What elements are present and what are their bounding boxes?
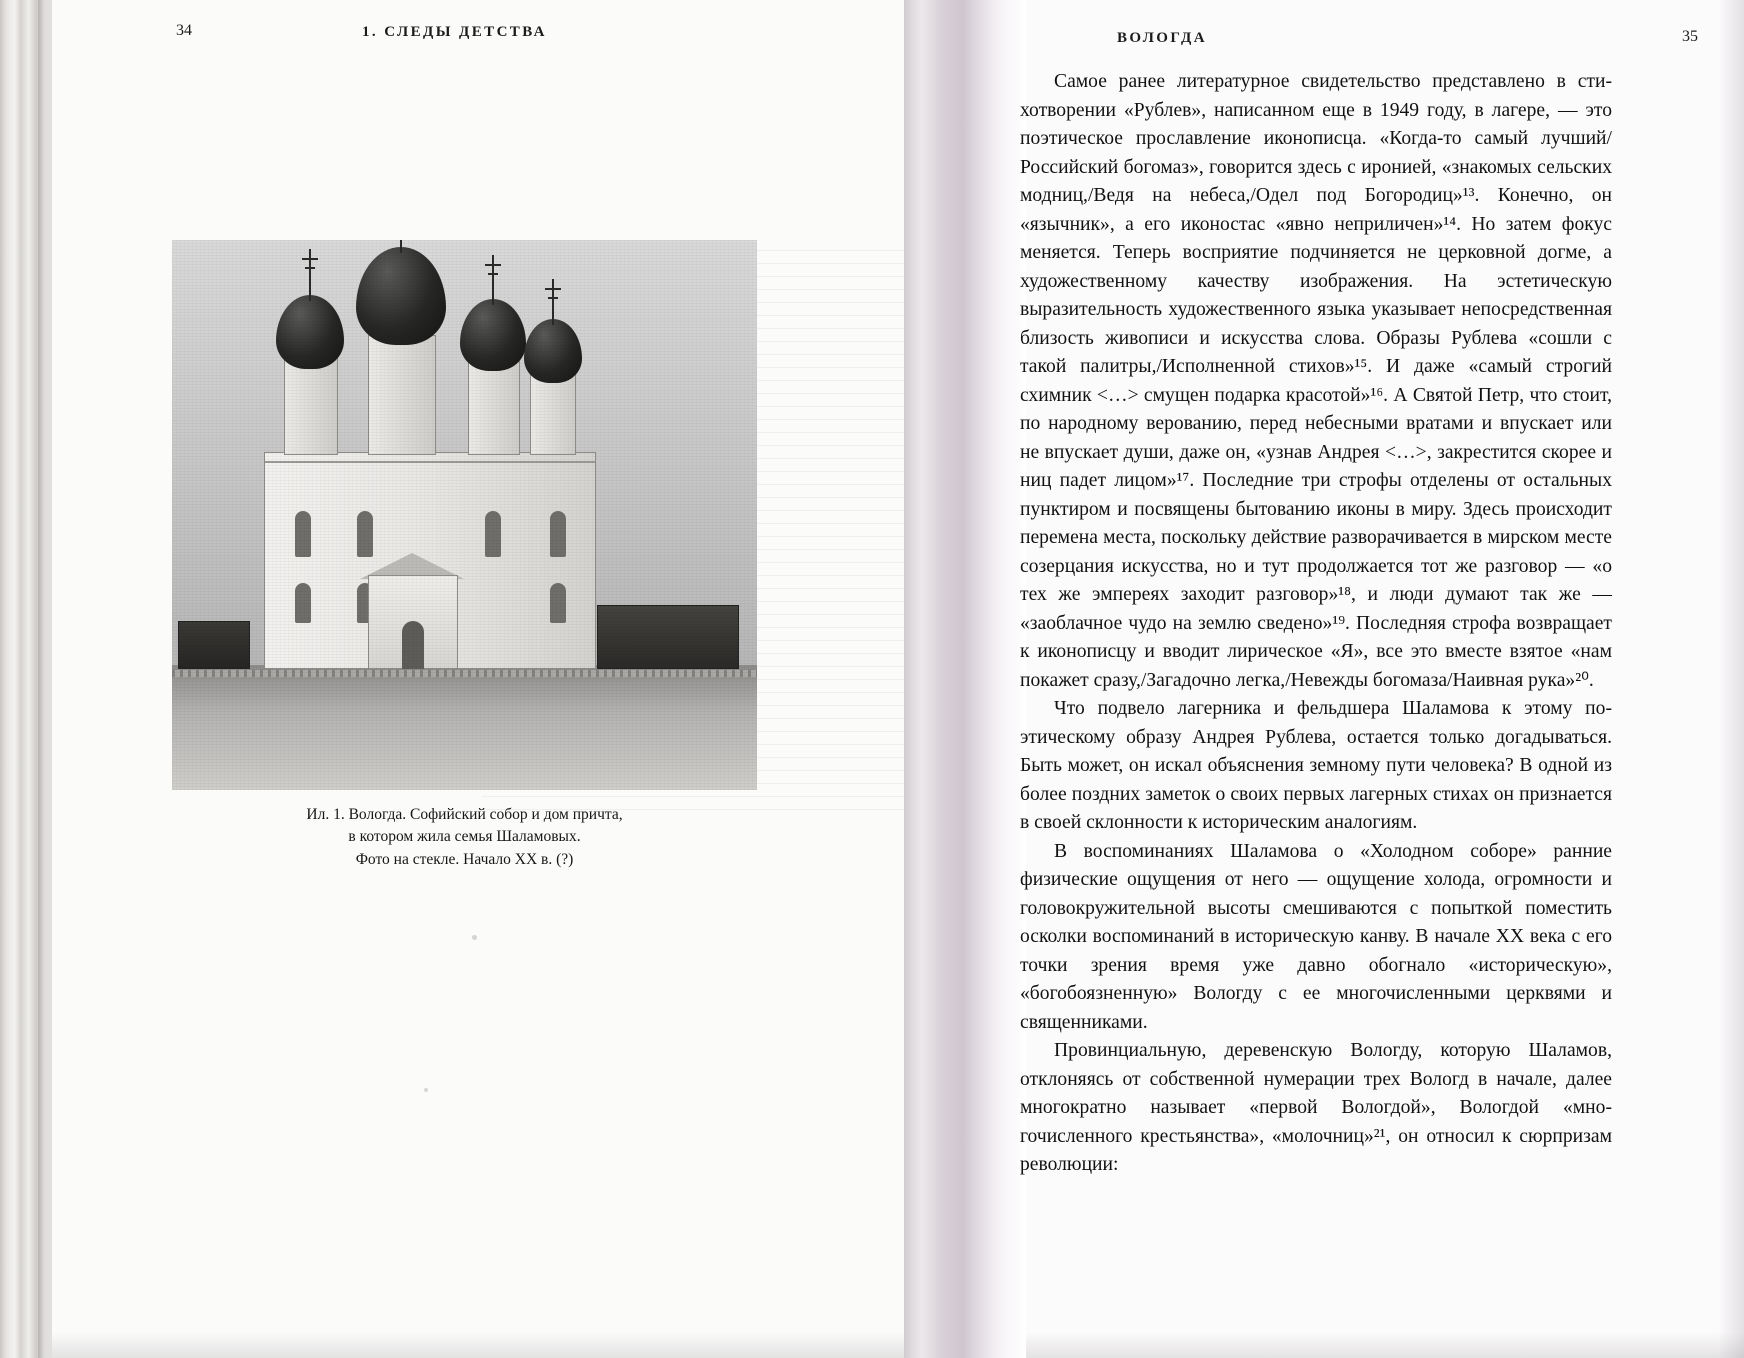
photo-fence	[172, 670, 757, 677]
left-page-folio: 34	[176, 22, 192, 39]
paragraph: Что подвело лагерника и фельдшера Шаламова к этому поэтическому образу Андрея Рублева, остается только догадываться. Быть может, он искал объяснения земному пути человека? В одной из более поздних заметок о своих первых лагерных стихах он признается в своей склонности к историческим аналогиям.	[1020, 698, 1612, 833]
photo-window	[550, 583, 566, 623]
paper-speck	[424, 1088, 428, 1092]
left-page-bottom-shadow	[52, 1332, 904, 1358]
photo-window	[295, 511, 311, 557]
right-page-bottom-shadow	[1026, 1332, 1744, 1358]
left-page	[52, 0, 904, 1358]
photo-cross	[492, 255, 494, 305]
paragraph: В воспоминаниях Шаламова о «Холодном соборе» ранние физические ощущения от него — ощущение холода, огромности и головокружительной высоты смешиваются с попыткой поместить осколки воспоминаний в историческую канву. В начале XX века с его точки зрения время уже давно обогнало «историческую», «богобоязненную» Вологду с ее многочисленными церквями и священниками.	[1020, 840, 1612, 1033]
figure-caption-line: Фото на стекле. Начало XX в. (?)	[355, 850, 574, 868]
photo-cross	[309, 249, 311, 301]
figure-caption-line: Ил. 1. Вологда. Софийский собор и дом причта,	[306, 806, 623, 823]
right-page-edge-shadow	[1718, 0, 1744, 1358]
photo-cross	[400, 240, 402, 253]
right-page-folio: 35	[1682, 28, 1698, 45]
photo-cross	[552, 279, 554, 325]
paragraph: Самое ранее литературное свидетельство представлено в стихотворении «Рублев», написанном еще в 1949 году, в лагере, — это поэтическое прославление иконописца. «Когда-то самый лучший/Российский богомаз», говорится здесь с иронией, «знакомых сельских модниц,/Ведя на небеса,/Одел под Богородиц»¹³. Конечно, он «язычник», а его иконостас «явно неприличен»¹⁴. Но затем фокус меняется. Теперь восприятие подчиняется не церковной догме, а художественному качеству изображения. На эстетическую выразительность художественного языка указывает непосредственная близость живописи и искусства слова. Образы Рублева «сошли с такой палитры,/Исполненной стихов»¹⁵. И даже «самый строгий схимник <…> смущен подарка красотой»¹⁶. А Святой Петр, что стоит, по народному верованию, перед небесными вратами и впускает или не впускает души, даже он, «узнав Андрея <…>, закрестится скорее и ниц падет лицом»¹⁷. Последние три строфы отделены от остальных пунктиром и посвящены бытованию иконы в миру. Здесь происходит перемена места, поскольку действие разворачивается в мирском месте созерцания искусства, но и тут продолжается тот же разговор — «о тех же эмпереях заходит разговор»¹⁸, и люди думают так же — «заоблачное чудо на землю сведено»¹⁹. Последняя строфа возвращает к иконописцу и вводит лирическое «Я», все это вместе взятое «нам покажет сразу,/Загадочно легка,/Невежды богомаза/Наивная рука»²⁰.	[1020, 71, 1612, 691]
photo-window	[357, 511, 373, 557]
book-page-edges	[0, 0, 52, 1358]
right-page-running-head: ВОЛОГДА	[1117, 30, 1207, 46]
book-gutter	[904, 0, 1026, 1358]
paragraph: Провинциальную, деревенскую Вологду, которую Шаламов, отклоняясь от собственной нумерации трех Вологд в начале, далее многократно называет «первой Вологдой», Вологдой «многочисленного крестьянства», «молочниц»²¹, он относил к сюрпризам революции:	[1020, 1040, 1612, 1175]
photograph-sofia-cathedral	[172, 240, 757, 790]
photo-window	[550, 511, 566, 557]
photo-porch-door	[402, 621, 424, 669]
photo-window	[295, 583, 311, 623]
figure-illustration-1	[172, 240, 757, 871]
photo-window	[485, 511, 501, 557]
right-page-body-text	[1020, 68, 1612, 1180]
photo-drum	[468, 361, 520, 455]
photo-drum	[530, 373, 576, 455]
figure-caption	[172, 804, 757, 871]
left-page-running-head: 1. СЛЕДЫ ДЕТСТВА	[362, 24, 547, 40]
photo-ground	[172, 669, 757, 790]
paper-speck	[472, 935, 477, 940]
photo-drum	[368, 335, 436, 455]
figure-caption-line: в котором жила семья Шаламовых.	[348, 828, 581, 846]
photo-building-right	[597, 605, 739, 669]
photo-drum	[284, 357, 338, 455]
photo-building-left	[178, 621, 250, 669]
